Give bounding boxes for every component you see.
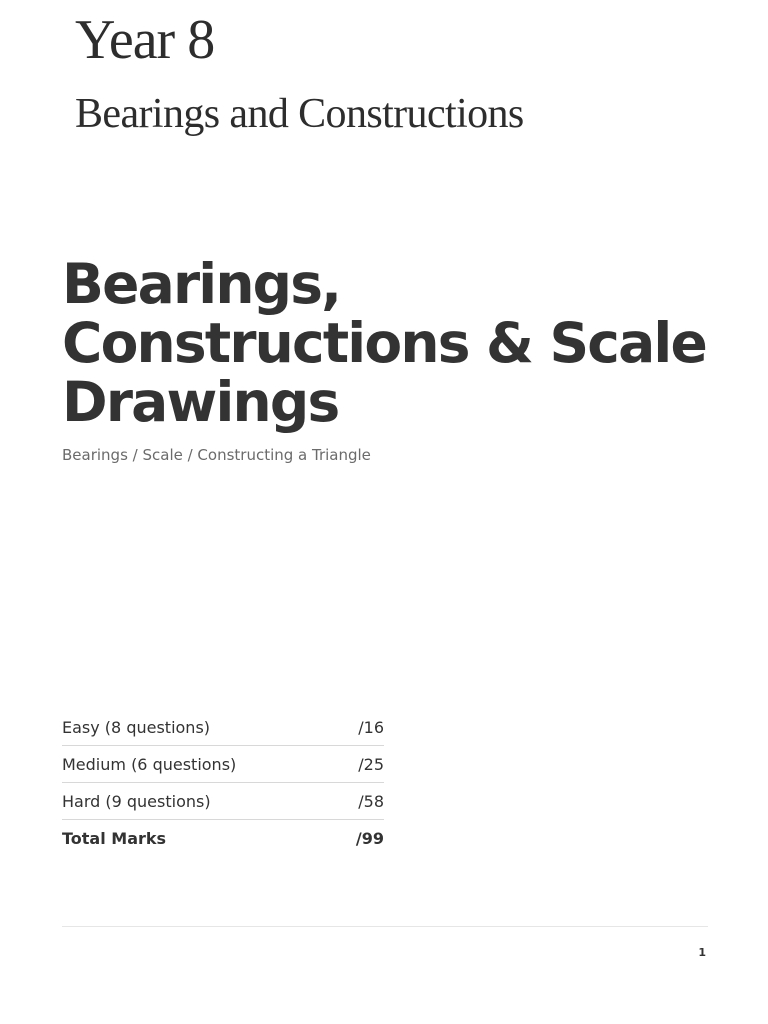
total-marks-label: Total Marks	[62, 828, 167, 848]
marks-row-medium	[62, 746, 384, 783]
header-year: Year 8	[75, 9, 215, 71]
header-subject: Bearings and Constructions	[75, 91, 524, 137]
total-marks-score: /99	[355, 828, 384, 848]
marks-row-label: Medium (6 questions)	[62, 746, 339, 783]
document-title: Bearings, Constructions & Scale Drawings	[62, 252, 706, 434]
marks-row-label: Easy (8 questions)	[62, 709, 339, 746]
topics-subtitle: Bearings / Scale / Constructing a Triangle	[62, 446, 371, 464]
page-number: 1	[698, 946, 706, 959]
marks-row-score: /58	[339, 783, 384, 820]
marks-row-score: /25	[339, 746, 384, 783]
marks-row-label: Hard (9 questions)	[62, 783, 339, 820]
marks-table	[62, 709, 384, 856]
footer-divider	[62, 926, 708, 927]
marks-row-easy	[62, 709, 384, 746]
marks-row-total	[62, 820, 384, 857]
marks-row-score: /16	[339, 709, 384, 746]
marks-row-hard	[62, 783, 384, 820]
